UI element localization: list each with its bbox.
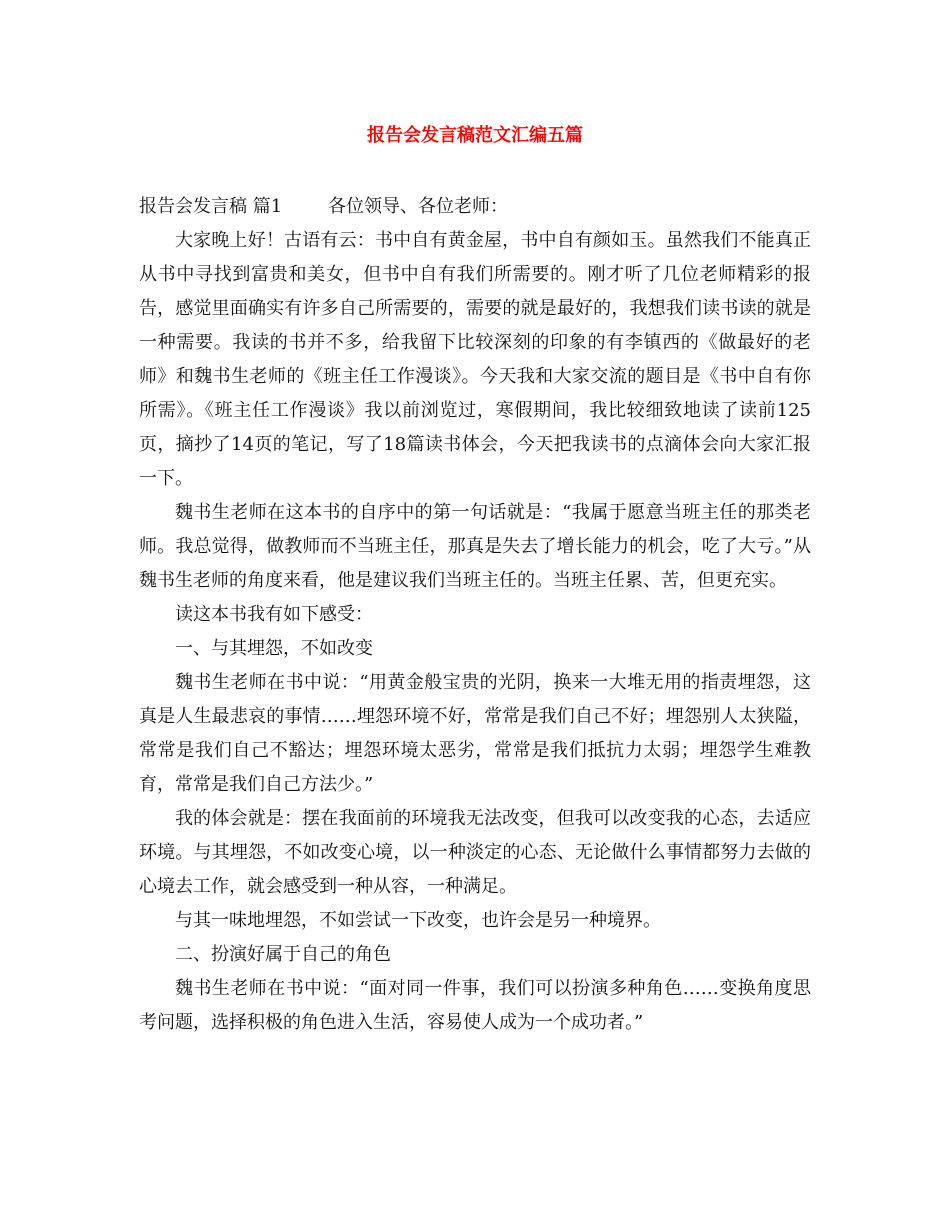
- section-heading: 一、与其埋怨，不如改变: [175, 638, 373, 659]
- paragraph: 魏书生老师在书中说：“用黄金般宝贵的光阴，换来一大堆无用的指责埋怨，这真是人生最悲哀的事情……埋怨环境不好，常常是我们自己不好；埋怨别人太狭隘，常常是我们自己不豁达；埋怨环境太恶劣，常常是我们抵抗力太弱；埋怨学生难教育，常常是我们自己方法少。”: [139, 672, 811, 795]
- section-heading-line: 报告会发言稿 篇1 各位领导、各位老师：: [139, 196, 508, 217]
- paragraph: 与其一味地埋怨，不如尝试一下改变，也许会是另一种境界。: [175, 910, 661, 931]
- document-title: 报告会发言稿范文汇编五篇: [367, 125, 583, 146]
- section-heading: 二、扮演好属于自己的角色: [175, 944, 391, 965]
- paragraph: 魏书生老师在书中说：“面对同一件事，我们可以扮演多种角色……变换角度思考问题，选择积极的角色进入生活，容易使人成为一个成功者。”: [139, 978, 811, 1033]
- paragraph: 大家晚上好！古语有云：书中自有黄金屋，书中自有颜如玉。虽然我们不能真正从书中寻找到富贵和美女，但书中自有我们所需要的。刚才听了几位老师精彩的报告，感觉里面确实有许多自己所需要的，需要的就是最好的，我想我们读书读的就是一种需要。我读的书并不多，给我留下比较深刻的印象的有李镇西的《做最好的老师》和魏书生老师的《班主任工作漫谈》。今天我和大家交流的题目是《书中自有你所需》。《班主任工作漫谈》我以前浏览过，寒假期间，我比较细致地读了读前125页，摘抄了14页的笔记，写了18篇读书体会，今天把我读书的点滴体会向大家汇报一下。: [139, 230, 811, 489]
- paragraph: 魏书生老师在这本书的自序中的第一句话就是：“我属于愿意当班主任的那类老师。我总觉得，做教师而不当班主任，那真是失去了增长能力的机会，吃了大亏。”从魏书生老师的角度来看，他是建议我们当班主任的。当班主任累、苦，但更充实。: [139, 502, 811, 591]
- paragraph: 读这本书我有如下感受：: [175, 604, 373, 625]
- document-body: [139, 190, 811, 1040]
- paragraph: 我的体会就是：摆在我面前的环境我无法改变，但我可以改变我的心态，去适应环境。与其埋怨，不如改变心境，以一种淡定的心态、无论做什么事情都努力去做的心境去工作，就会感受到一种从容，一种满足。: [139, 808, 811, 897]
